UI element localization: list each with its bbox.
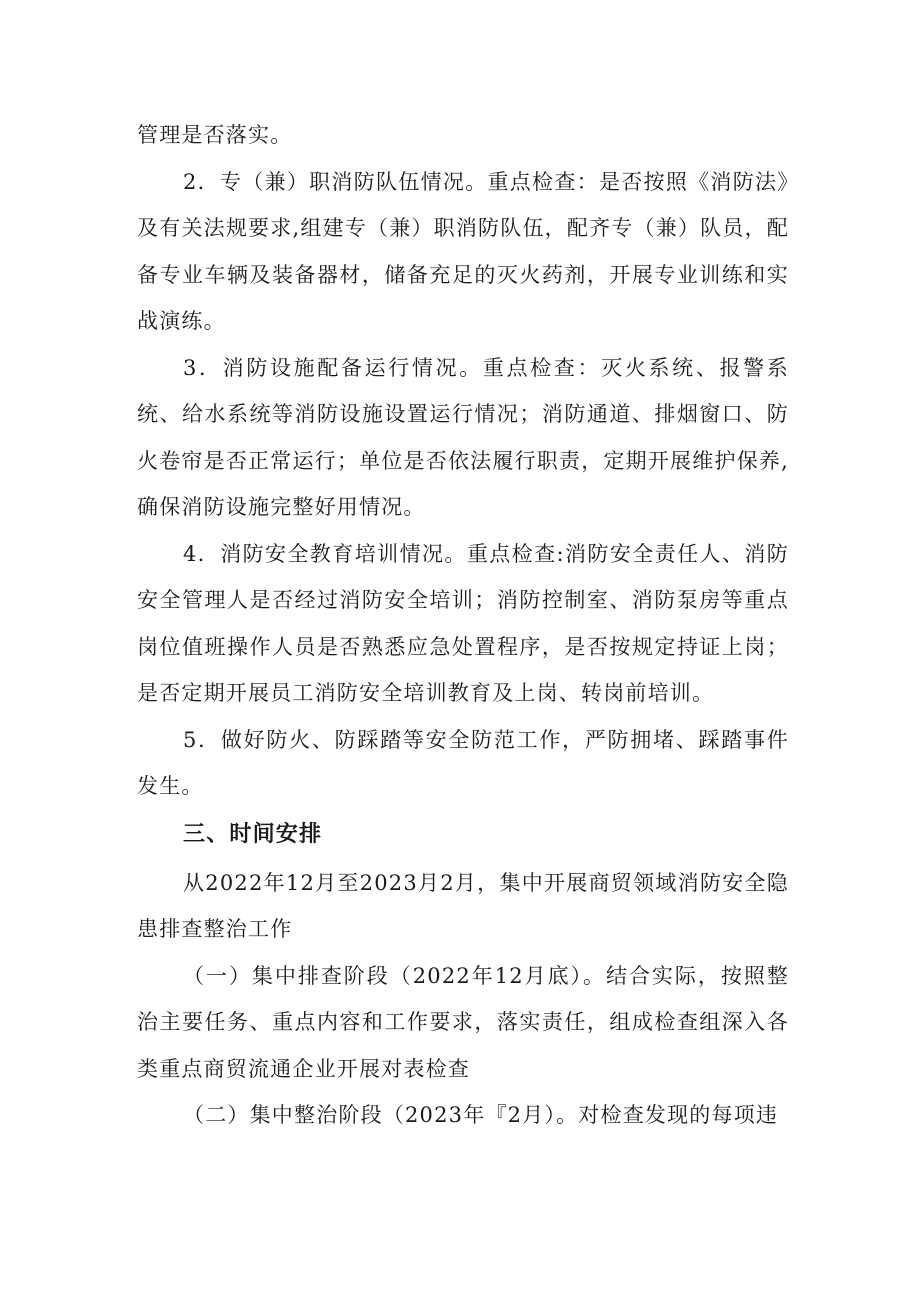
paragraph-3: 3．消防设施配备运行情况。重点检查：灭火系统、报警系统、给水系统等消防设施设置运行情况；消防通道、排烟窗口、防火卷帘是否正常运行；单位是否依法履行职责，定期开展维护保养,确保消防设施完整好用情况。: [137, 355, 789, 519]
paragraph-6: 从2022年12月至2023月2月，集中开展商贸领域消防安全隐患排查整治工作: [137, 870, 789, 941]
paragraph-1: 管理是否落实。: [137, 123, 293, 147]
paragraph-2: 2．专（兼）职消防队伍情况。重点检查：是否按照《消防法》及有关法规要求,组建专（兼）职消防队伍，配齐专（兼）队员，配备专业车辆及装备器材，储备充足的灭火药剂，开展专业训练和实战演练。: [137, 169, 789, 333]
paragraph-7: （一）集中排查阶段（2022年12月底）。结合实际，按照整治主要任务、重点内容和工作要求，落实责任，组成检查组深入各类重点商贸流通企业开展对表检查: [137, 963, 789, 1081]
paragraph-5: 5．做好防火、防踩踏等安全防范工作，严防拥堵、踩踏事件发生。: [137, 727, 789, 798]
paragraph-4: 4．消防安全教育培训情况。重点检查:消防安全责任人、消防安全管理人是否经过消防安全培训；消防控制室、消防泵房等重点岗位值班操作人员是否熟悉应急处置程序，是否按规定持证上岗；是否定期开展员工消防安全培训教育及上岗、转岗前培训。: [137, 541, 789, 705]
section-heading-time-arrangement: 三、时间安排: [183, 821, 323, 847]
paragraph-8: （二）集中整治阶段（2023年『2月）。对检查发现的每项违: [183, 1103, 779, 1127]
document-page: [137, 112, 789, 1139]
